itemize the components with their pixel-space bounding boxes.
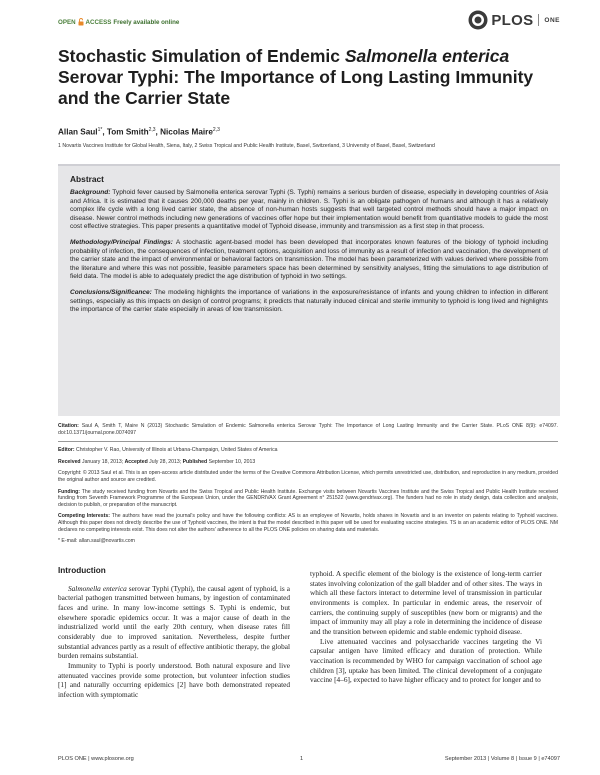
meta-lead: Editor: [58,447,75,454]
logo-divider [538,14,539,26]
author-affil-marker: 1* [97,127,103,133]
meta-text: Christopher V. Rao, University of Illinois at Urbana-Champaign, United States of America [74,447,278,454]
open-access-lock-icon [78,18,84,26]
abstract-text: A stochastic agent-based model has been developed that incorporates known features of the biology of typhoid including probability of infection, the consequences of infection, treatment options, acquisition and loss of immunity as a result of infection and vaccination, the development of the carrier state and the impact of environmental or behavioral factors on transmission. The model has been parameterized with values derived where possible from the literature and where this was not possible, feasible parameters space has been determined by sensitivity analyses, fitting the simulations to age distribution of field data. The model is able to adequately predict the age distribution of typhoid in two settings. [70,238,548,281]
abstract-methods [70,239,548,282]
species-name: Salmonella enterica [68,583,127,593]
corresponding-email: * E-mail: allan.saul@novartis.com [58,538,135,545]
footer-journal: PLOS ONE | www.plosone.org [58,756,134,762]
abstract-lead: Methodology/Principal Findings: [70,238,173,246]
author-name: Allan Saul [58,127,98,137]
body-column-left [58,566,290,700]
author-affil-marker: 2,3 [212,127,220,133]
affiliations: 1 Novartis Vaccines Institute for Global Health, Siena, Italy, 2 Swiss Tropical and Public Health Institute, Basel, Switzerland, 3 University of Basel, Basel, Switzerland [58,143,435,149]
meta-lead: Accepted [124,458,148,465]
section-heading: Introduction [58,566,106,575]
title-line-2: Serovar Typhi: The Importance of Long Lasting Immunity [58,67,534,87]
copyright: Copyright: © 2013 Saul et al. This is an open-access article distributed under the terms of the Creative Commons Attribution License, which permits unrestricted use, distribution, and reproduction in any medium, provided the original author and source are credited. [58,470,558,483]
meta-lead: Received [58,458,81,465]
journal-header [58,10,560,32]
funding [58,489,558,509]
meta-lead: Citation: [58,423,79,429]
abstract-heading: Abstract [70,174,104,184]
plos-logo-icon [468,10,488,30]
body-paragraph: Live attenuated vaccines and polysaccharide vaccines targeting the Vi capsular antigen have limited efficacy and duration of protection. While vaccination is recommended by WHO for campaign vaccination of school age children [3], uptake has been limited. The clinical development of a conjugate vaccine [4–6], expected to have higher efficacy and to protect for longer and to [310,636,542,685]
abstract-text: The modeling highlights the importance of variations in the exposure/resistance of infants and young children to infection in different settings, especially as this impacts on design of control programs; it predicts that naturally induced clinical and sterile immunity to typhoid is long lived and highlights the importance of the carrier state especially in areas of low transmission. [70,288,548,314]
title-line-3: and the Carrier State [58,88,231,108]
plos-one-logo [468,10,560,30]
meta-lead: Funding: [58,488,80,495]
meta-text: September 10, 2013 [207,458,256,465]
abstract-lead: Conclusions/Significance: [70,288,152,296]
article-metadata [58,423,558,550]
author-affil-marker: 2,3 [148,127,156,133]
meta-lead: Published [182,458,208,465]
author-list: Allan Saul$^{1*}$, Tom Smith$^{2,3}$, Nicolas Maire$^{2,3}$ [58,127,220,137]
meta-text: Saul A, Smith T, Maire N (2013) Stochastic Simulation of Endemic Salmonella enterica Serovar Typhi: The Importance of Long Lasting Immunity and the Carrier State. PLoS ONE 8(9): e74097. doi:10.1371/journal.pone.0074097 [58,423,558,436]
meta-text: January 18, 2013; [80,458,125,465]
plos-wordmark: PLOS [491,11,534,29]
meta-text: The study received funding from Novartis and the Swiss Tropical and Public Health Institute. Exchange visits between Novartis Vaccines Institute and the Swiss Tropical and Public Health Institute received funding from Seventh Framework Programme of the European Union, under the GENDRIVAX Grant Agreement n° 251522 (www.gendrivax.org). The funders had no role in study design, data collection and analysis, decision to publish, or preparation of the manuscript. [58,488,558,508]
abstract-background [70,189,548,232]
body-paragraph [58,584,290,661]
abstract-lead: Background: [70,189,111,196]
meta-text: The authors have read the journal's policy and have the following conflicts: AS is an employee of Novartis, holds shares in Novartis and is an inventor on patents relating to Typhoid vaccines. Although this paper does not directly describe the use of Typhoid vaccines, the intent is that the model described in this paper will be used for evaluating vaccine strategies. TS is an an academic editor of PLOS ONE. NM declares no competing interests exist. This does not alter the authors' adherence to all the PLOS ONE policies on sharing data and materials. [58,513,558,533]
dates [58,459,558,466]
free-available-label: Freely available online [113,18,180,26]
body-column-right [310,569,542,685]
open-access-banner [58,18,179,26]
paragraph-text: serovar Typhi (Typhi), the causal agent of typhoid, is a bacterial pathogen transmitted between humans, by ingestion of contaminated faces and urine. In many low-income settings S. Typhi is endemic, but elsewhere sporadic epidemics occur. It was a major cause of death in the industrialized world until the early 20th century, when disease rates fill considerably due to improved sanitation. Nevertheless, despite further substantial advances partly as a result of effective antibiotic therapy, the global burden remains substantial. [58,583,290,661]
access-label: ACCESS [85,18,112,26]
footer-issue: September 2013 | Volume 8 | Issue 9 | e74097 [444,756,560,762]
body-paragraph: Immunity to Typhi is poorly understood. Both natural exposure and live attenuated vaccines provide some protection, but volunteer infection studies [1] and naturally occurring epidemics [2] have both demonstrated repeated infection with symptomatic [58,660,290,699]
competing-interests [58,513,558,533]
title-species: Salmonella enterica [344,46,510,66]
article-title [58,46,558,109]
body-paragraph: typhoid. A specific element of the biology is the existence of long-term carrier states involving colonization of the gall bladder and of other sites. The ways in which all these factors interact to determine level of transmission in particular environments is complex. In particular in endemic areas, the reservoir of carriers, the continuing supply of susceptibles (new born or migrants) and the impact of immunity may all play a role in determining the incidence of disease and the transition between epidemic and stable endemic typhoid disease. [310,569,542,636]
divider [58,441,558,442]
open-label: OPEN [58,18,76,26]
author-name: Tom Smith [106,127,149,137]
editor [58,447,558,454]
abstract-box [58,164,560,416]
page-number: 1 [300,756,304,762]
meta-text: July 28, 2013; [147,458,183,465]
title-line-1: Stochastic Simulation of Endemic [58,46,345,66]
meta-lead: Competing Interests: [58,513,110,520]
one-wordmark: ONE [544,16,560,24]
abstract-text: Typhoid fever caused by Salmonella enterica serovar Typhi (S. Typhi) remains a serious burden of disease, especially in developing countries of Asia and Africa. It is estimated that it causes 200,000 deaths per year, mainly in children. S. Typhi is an obligate pathogen of humans and although it has a relatively complex life cycle with a long lived carrier state, the absence of non-human hosts suggests that well targeted control methods should have a major impact on disease. Newer control methods including new generations of vaccines offer hope but their implementation would benefit from quantitative models to guide the most cost effective strategies. This paper presents a quantitative model of Typhoid disease, immunity and transmission as a first step in that process. [70,189,548,231]
author-name: Nicolas Maire [160,127,213,137]
abstract-conclusions [70,289,548,315]
citation [58,423,558,436]
